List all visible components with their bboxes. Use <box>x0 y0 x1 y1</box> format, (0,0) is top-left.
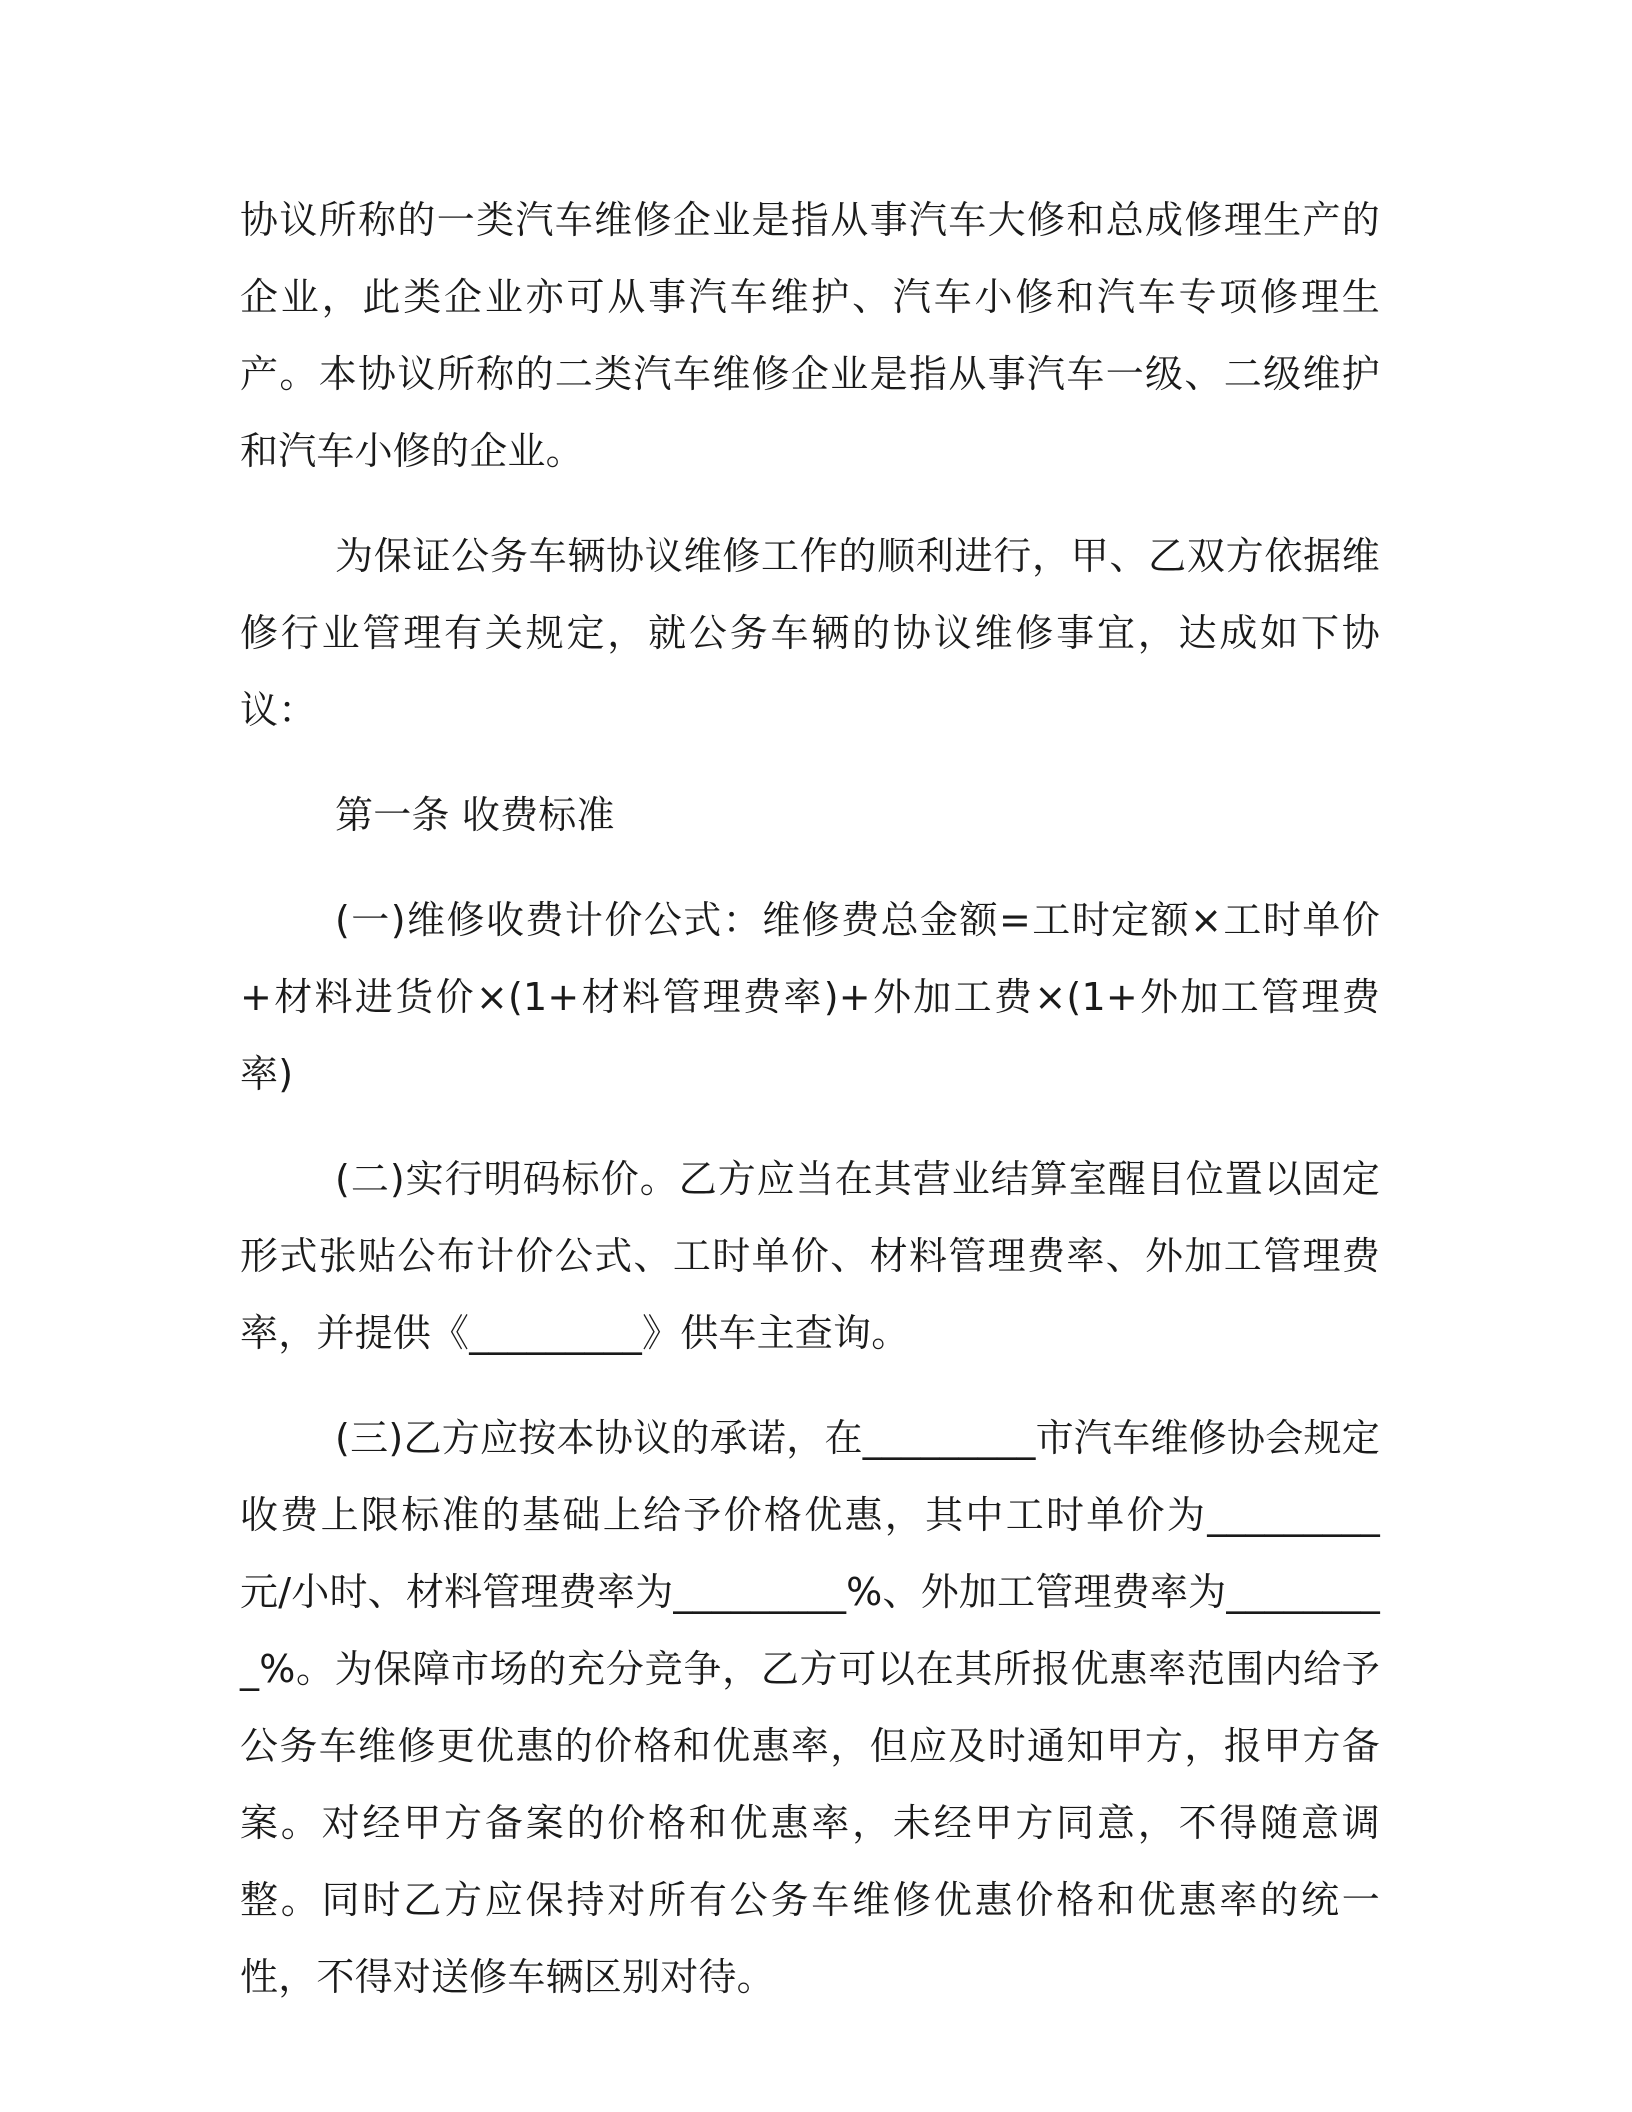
clause-price-display: (二)实行明码标价。乙方应当在其营业结算室醒目位置以固定形式张贴公布计价公式、工时单价、材料管理费率、外加工管理费率，并提供《_________》供车主查询。 <box>240 1157 1380 1355</box>
paragraph-repair-enterprise-definition: 协议所称的一类汽车维修企业是指从事汽车大修和总成修理生产的企业，此类企业亦可从事汽车维护、汽车小修和汽车专项修理生产。本协议所称的二类汽车维修企业是指从事汽车一级、二级维护和汽车小修的企业。 <box>240 198 1380 473</box>
paragraph-agreement-purpose: 为保证公务车辆协议维修工作的顺利进行，甲、乙双方依据维修行业管理有关规定，就公务车辆的协议维修事宜，达成如下协议： <box>240 534 1380 732</box>
clause-price-discount: (三)乙方应按本协议的承诺，在_________市汽车维修协会规定收费上限标准的基础上给予价格优惠，其中工时单价为_________元/小时、材料管理费率为_________%、外加工管理费率为_________%。为保障市场的充分竞争，乙方可以在其所报优惠率范围内给予公务车维修更优惠的价格和优惠率，但应及时通知甲方，报甲方备案。对经甲方备案的价格和优惠率，未经甲方同意，不得随意调整。同时乙方应保持对所有公务车维修优惠价格和优惠率的统一性，不得对送修车辆区别对待。 <box>240 1416 1380 1999</box>
article-heading-fee-standard: 第一条 收费标准 <box>335 793 615 837</box>
clause-pricing-formula: (一)维修收费计价公式：维修费总金额=工时定额×工时单价+材料进货价×(1+材料管理费率)+外加工费×(1+外加工管理费率) <box>240 898 1380 1096</box>
document-body <box>240 182 1380 2016</box>
